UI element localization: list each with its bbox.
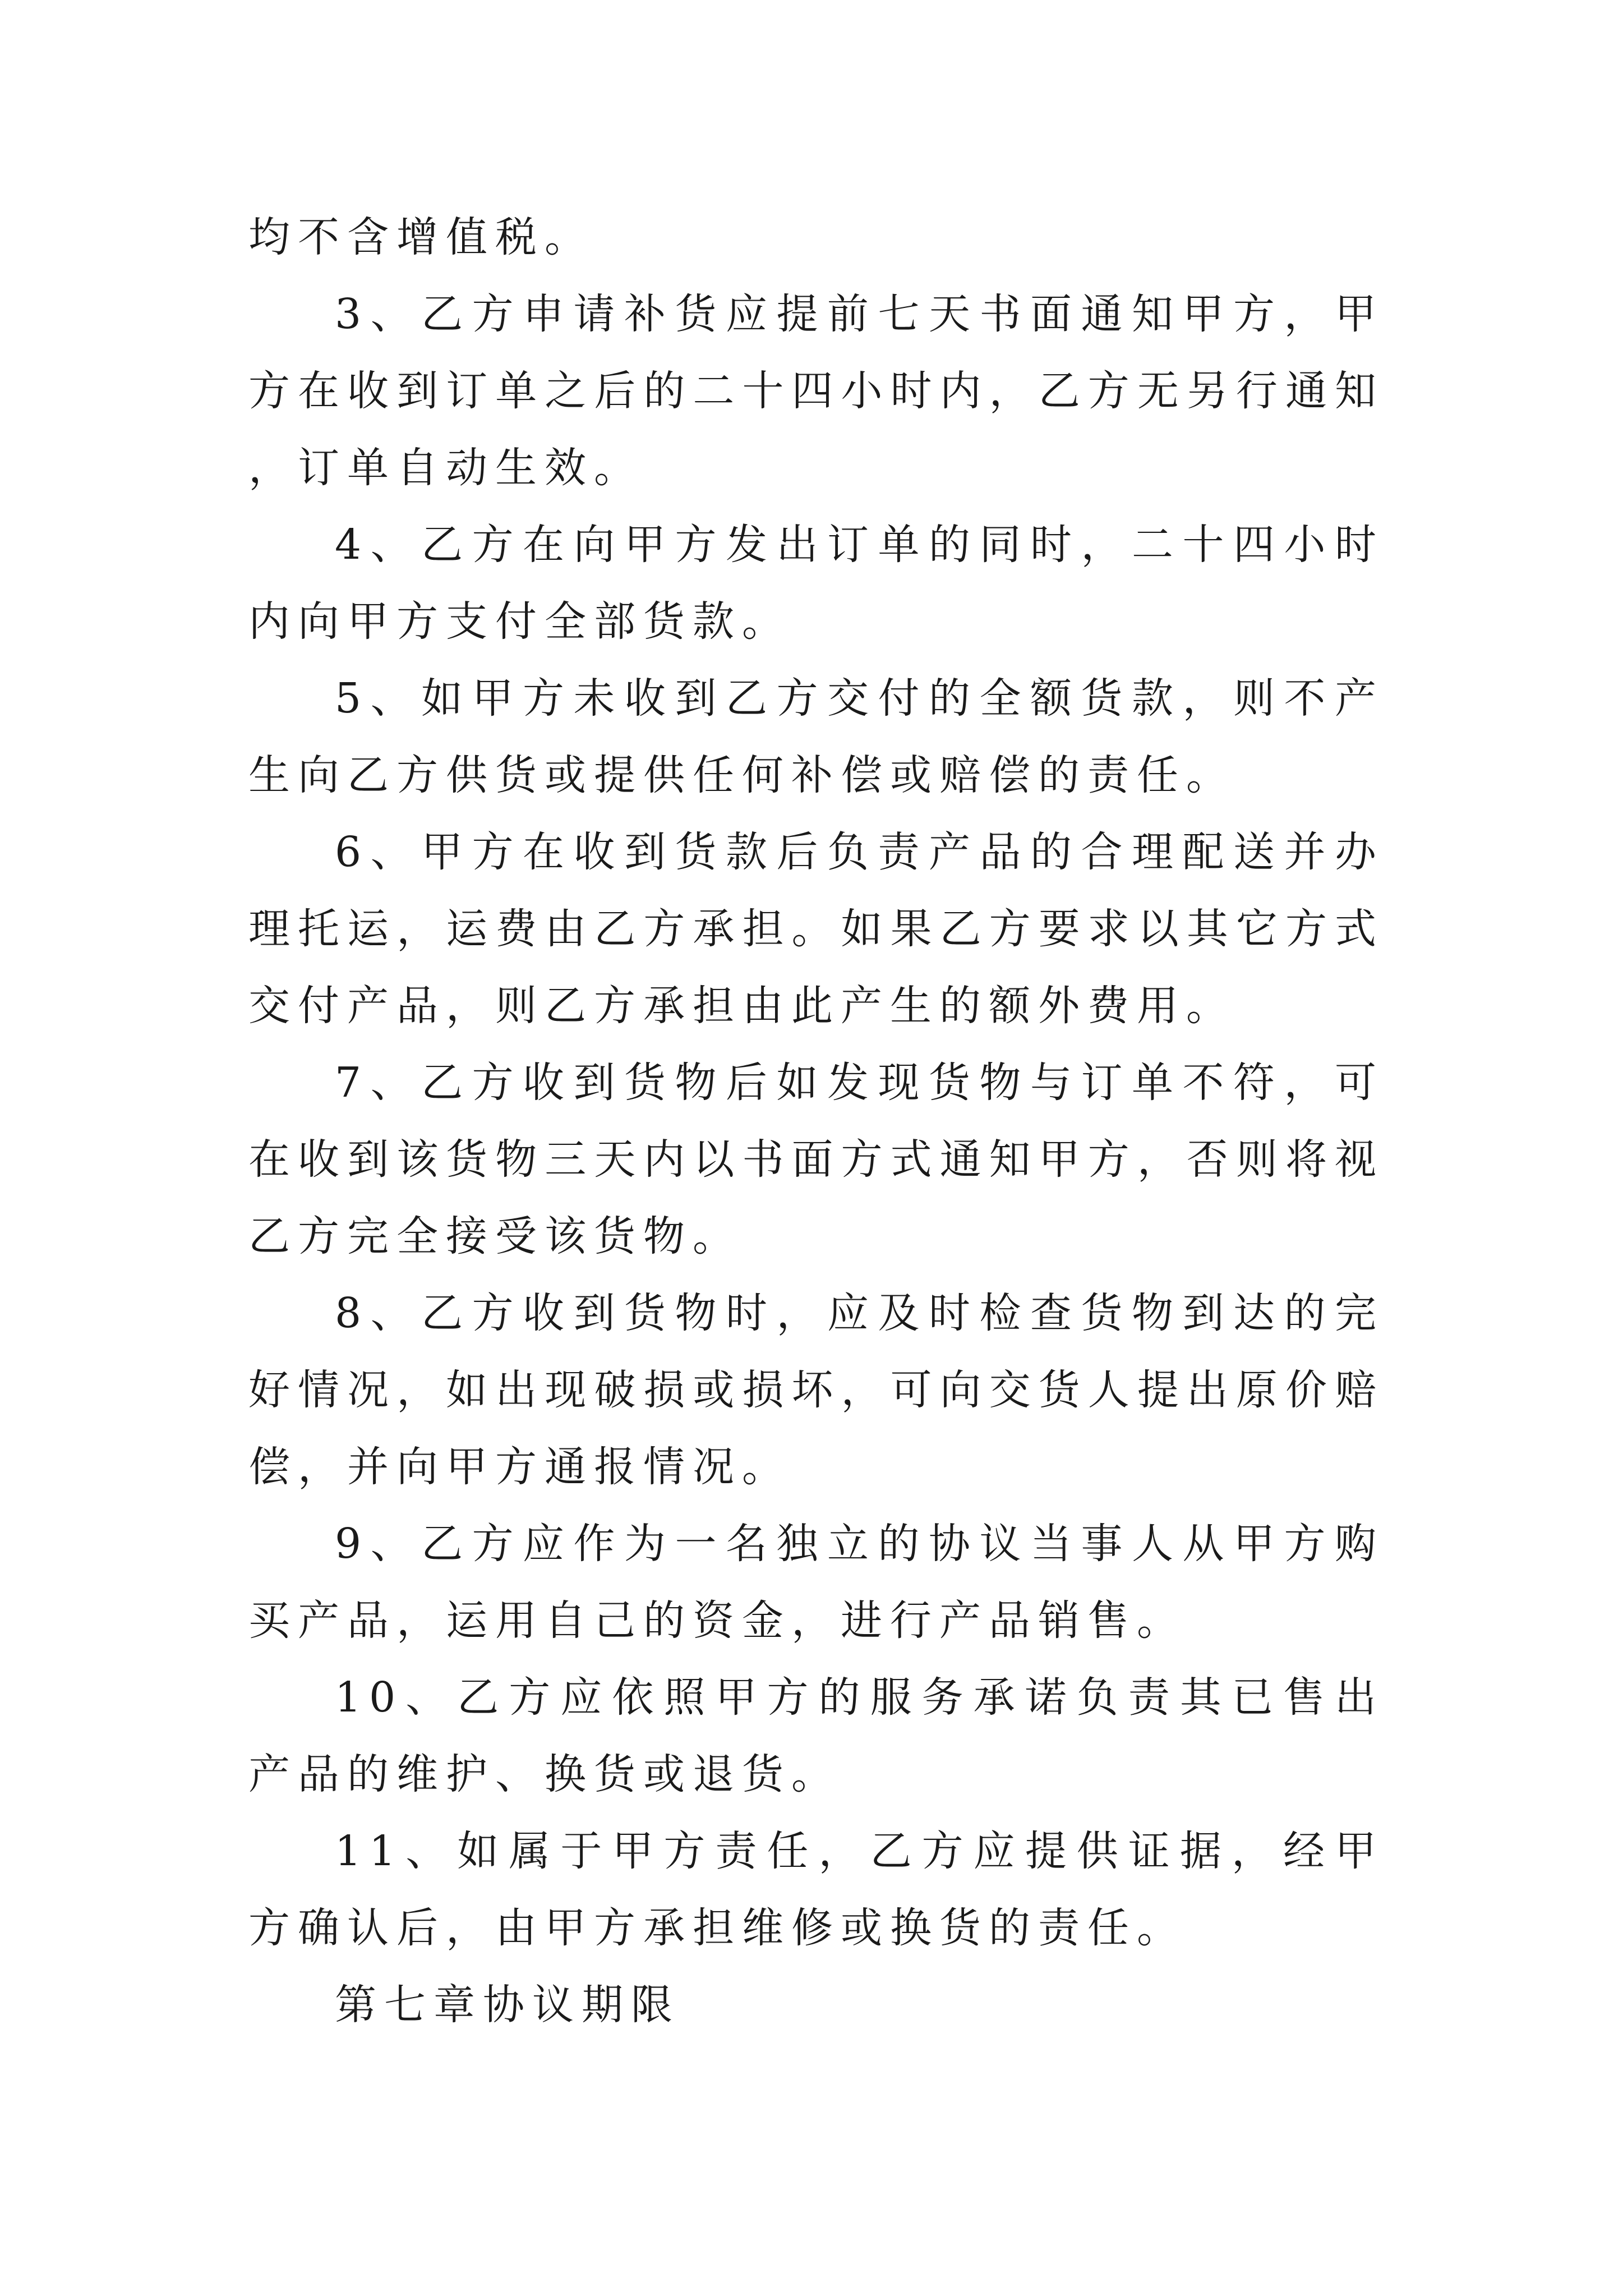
clause-5: 5、如甲方未收到乙方交付的全额货款，则不产生向乙方供货或提供任何补偿或赔偿的责任。 — [248, 674, 1384, 799]
clause-3: 3、乙方申请补货应提前七天书面通知甲方，甲方在收到订单之后的二十四小时内，乙方无另行通知，订单自动生效。 — [248, 290, 1384, 492]
clause-9: 9、乙方应作为一名独立的协议当事人从甲方购买产品，运用自己的资金，进行产品销售。 — [248, 1520, 1384, 1645]
document-body — [248, 199, 1384, 2044]
clause-6: 6、甲方在收到货款后负责产品的合理配送并办理托运，运费由乙方承担。如果乙方要求以其它方式交付产品，则乙方承担由此产生的额外费用。 — [248, 828, 1384, 1030]
clause-8: 8、乙方收到货物时，应及时检查货物到达的完好情况，如出现破损或损坏，可向交货人提出原价赔偿，并向甲方通报情况。 — [248, 1289, 1384, 1491]
clause-11: 11、如属于甲方责任，乙方应提供证据，经甲方确认后，由甲方承担维修或换货的责任。 — [248, 1827, 1384, 1952]
paragraph-continuation: 均不含增值税。 — [248, 213, 594, 261]
clause-10: 10、乙方应依照甲方的服务承诺负责其已售出产品的维护、换货或退货。 — [248, 1673, 1384, 1798]
clause-7: 7、乙方收到货物后如发现货物与订单不符，可在收到该货物三天内以书面方式通知甲方，否则将视乙方完全接受该货物。 — [248, 1059, 1384, 1260]
chapter-heading: 第七章协议期限 — [335, 1981, 680, 2029]
clause-4: 4、乙方在向甲方发出订单的同时，二十四小时内向甲方支付全部货款。 — [248, 521, 1384, 646]
